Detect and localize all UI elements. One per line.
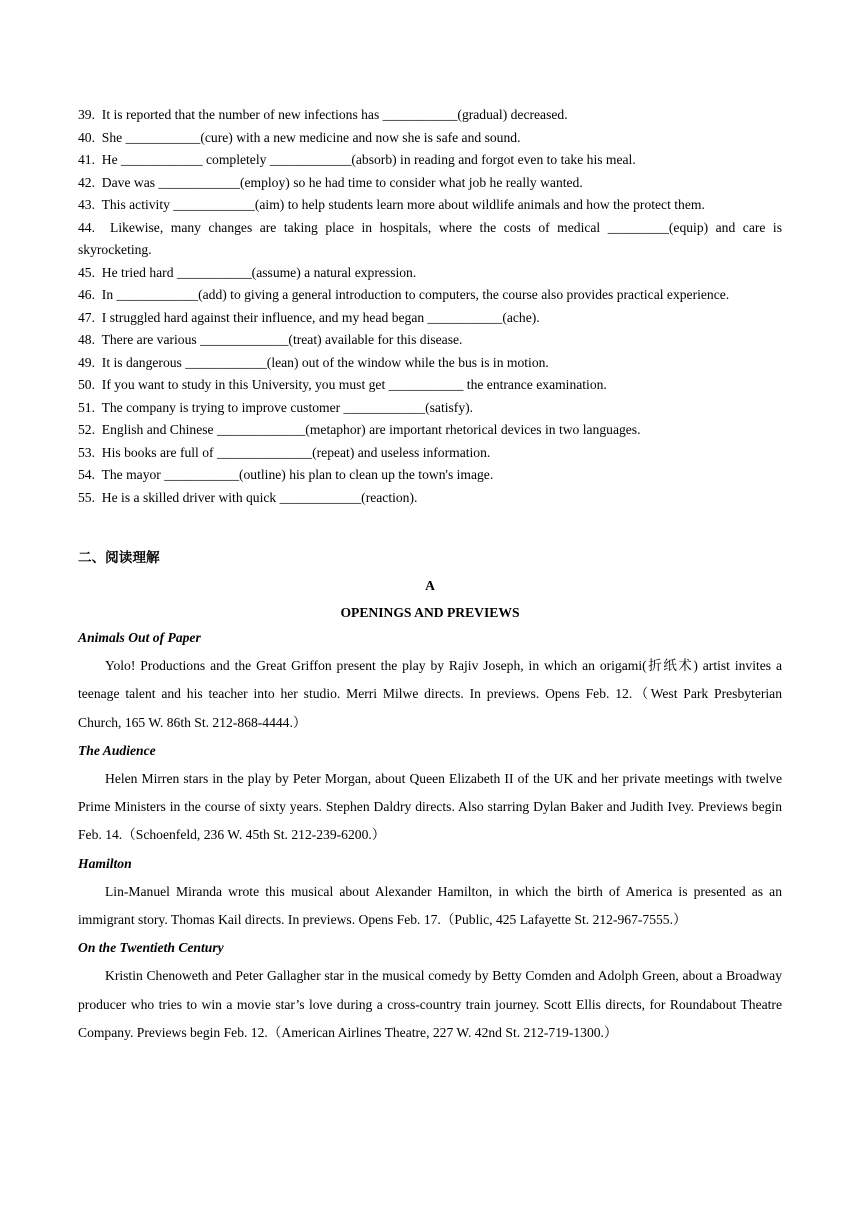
exercise-list: [78, 104, 782, 509]
exercise-text: It is reported that the number of new infections has ___________(gradual) decreased.: [101, 107, 568, 122]
exercise-item: [78, 352, 782, 375]
show-name: The Audience: [78, 742, 156, 758]
exercise-item: [78, 419, 782, 442]
show-description: Yolo! Productions and the Great Griffon present the play by Rajiv Joseph, in which an origami(折纸术) artist invites a teenage talent and his teacher into her studio. Merri Milwe directs. In previews. Opens Feb. 12.（West Park Presbyterian Church, 165 W. 86th St. 212-868-4444.）: [78, 658, 782, 730]
passage-title: OPENINGS AND PREVIEWS: [340, 605, 520, 620]
exercise-item: [78, 262, 782, 285]
exercise-text: If you want to study in this University, you must get ___________ the entrance examination.: [101, 377, 607, 392]
exercise-item: [78, 149, 782, 172]
exercise-item: [78, 397, 782, 420]
exercise-number: 45.: [78, 264, 95, 280]
exercise-item: [78, 307, 782, 330]
exercise-number: 48.: [78, 332, 95, 347]
section-title: 二、阅读理解: [78, 550, 160, 565]
show-name: On the Twentieth Century: [78, 940, 224, 956]
exercise-number: 53.: [78, 444, 95, 460]
show-listing: [78, 624, 782, 737]
exercise-text: His books are full of ______________(repeat) and useless information.: [101, 444, 491, 460]
exercise-item: [78, 284, 782, 307]
exercise-item: [78, 172, 782, 195]
show-description: Helen Mirren stars in the play by Peter Morgan, about Queen Elizabeth II of the UK and her private meetings with twelve Prime Ministers in the course of sixty years. Stephen Daldry directs. Also starring Dylan Baker and Judith Ivey. Previews begin Feb. 14.（Schoenfeld, 236 W. 45th St. 212-239-6200.）: [78, 771, 782, 843]
show-name: Animals Out of Paper: [78, 630, 201, 645]
exercise-item: [78, 487, 782, 510]
exercise-number: 49.: [78, 354, 95, 370]
exercise-number: 39.: [78, 107, 95, 122]
document-page: [78, 104, 782, 1047]
exercise-text: He ____________ completely ____________(absorb) in reading and forgot even to take his meal.: [101, 152, 636, 167]
exercise-text: He tried hard ___________(assume) a natural expression.: [101, 264, 417, 280]
exercise-text: There are various _____________(treat) available for this disease.: [101, 332, 463, 347]
exercise-item: [78, 217, 782, 262]
show-description: Lin-Manuel Miranda wrote this musical about Alexander Hamilton, in which the birth of America is presented as an immigrant story. Thomas Kail directs. In previews. Opens Feb. 17.（Public, 425 Lafayette St. 212-967-7555.）: [78, 883, 782, 928]
exercise-text: English and Chinese _____________(metaphor) are important rhetorical devices in two languages.: [101, 422, 641, 437]
exercise-number: 40.: [78, 129, 95, 145]
exercise-text: In ____________(add) to giving a general introduction to computers, the course also provides practical experience.: [101, 287, 730, 302]
exercise-text: She ___________(cure) with a new medicine and now she is safe and sound.: [101, 129, 521, 145]
exercise-text: It is dangerous ____________(lean) out of the window while the bus is in motion.: [101, 354, 549, 370]
exercise-number: 42.: [78, 174, 95, 190]
show-listing: [78, 934, 782, 1047]
exercise-number: 51.: [78, 399, 95, 415]
exercise-number: 52.: [78, 422, 95, 437]
show-name: Hamilton: [78, 855, 132, 871]
exercise-item: [78, 442, 782, 465]
show-description: Kristin Chenoweth and Peter Gallagher star in the musical comedy by Betty Comden and Adolph Green, about a Broadway producer who tries to win a movie star’s love during a cross-country train journey. Scott Ellis directs, for Roundabout Theatre Company. Previews begin Feb. 12.（American Airlines Theatre, 227 W. 42nd St. 212-719-1300.）: [78, 968, 782, 1040]
exercise-text: Dave was ____________(employ) so he had time to consider what job he really wanted.: [101, 174, 583, 190]
exercise-number: 46.: [78, 287, 95, 302]
exercise-item: [78, 104, 782, 127]
exercise-number: 54.: [78, 467, 95, 482]
exercise-text: Likewise, many changes are taking place in hospitals, where the costs of medical _________(equip) and care is skyrocketing.: [78, 219, 782, 257]
exercise-text: He is a skilled driver with quick ____________(reaction).: [101, 489, 418, 505]
exercise-item: [78, 464, 782, 487]
exercise-item: [78, 374, 782, 397]
exercise-number: 47.: [78, 309, 95, 325]
exercise-text: The company is trying to improve customer ____________(satisfy).: [101, 399, 474, 415]
exercise-number: 50.: [78, 377, 95, 392]
exercise-number: 43.: [78, 197, 95, 212]
exercise-item: [78, 127, 782, 150]
exercise-text: The mayor ___________(outline) his plan to clean up the town's image.: [101, 467, 494, 482]
exercise-item: [78, 194, 782, 217]
exercise-text: This activity ____________(aim) to help students learn more about wildlife animals and how the protect them.: [101, 197, 705, 212]
exercise-text: I struggled hard against their influence, and my head began ___________(ache).: [101, 309, 540, 325]
passage-letter: A: [425, 578, 435, 593]
show-listing: [78, 737, 782, 850]
exercise-number: 41.: [78, 152, 95, 167]
exercise-number: 44.: [78, 219, 95, 235]
exercise-item: [78, 329, 782, 352]
exercise-number: 55.: [78, 489, 95, 505]
show-listing: [78, 850, 782, 935]
